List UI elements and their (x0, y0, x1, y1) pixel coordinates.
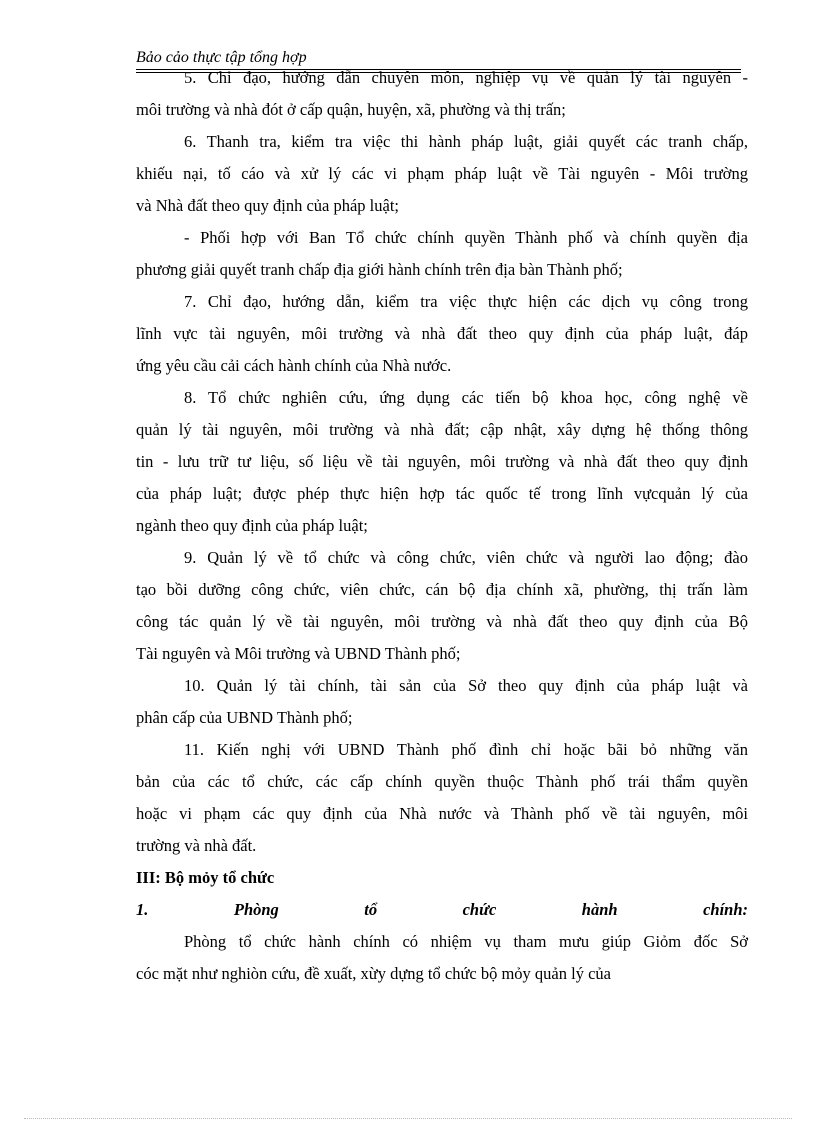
paragraph-line: hoặc vi phạm các quy định của Nhà nước và Thành phố về tài nguyên, môi (136, 804, 748, 823)
paragraph-line: công tác quản lý về tài nguyên, môi trường và nhà đất theo quy định của Bộ (136, 612, 748, 631)
document-body (136, 62, 748, 990)
paragraph-line: 8. Tổ chức nghiên cứu, ứng dụng các tiến bộ khoa học, công nghệ về (184, 388, 748, 407)
paragraph-line: môi trường và nhà đót ở cấp quận, huyện, xã, phường và thị trấn; (136, 100, 566, 119)
paragraph-line: tin - lưu trữ tư liệu, số liệu về tài nguyên, môi trường và nhà đất theo quy định (136, 452, 748, 471)
paragraph-line: 11. Kiến nghị với UBND Thành phố đình chỉ hoặc bãi bỏ những văn (184, 740, 748, 759)
paragraph-line: lĩnh vực tài nguyên, môi trường và nhà đất theo quy định của pháp luật, đáp (136, 324, 748, 343)
paragraph-line: ứng yêu cầu cải cách hành chính của Nhà nước. (136, 356, 452, 375)
page-bottom-divider (24, 1118, 792, 1119)
paragraph-line: 7. Chỉ đạo, hướng dẫn, kiểm tra việc thực hiện các dịch vụ công trong (184, 292, 748, 311)
paragraph-line: Tài nguyên và Môi trường và UBND Thành phố; (136, 644, 461, 663)
paragraph-line: - Phối hợp với Ban Tổ chức chính quyền Thành phố và chính quyền địa (184, 228, 748, 247)
paragraph-line: bản của các tổ chức, các cấp chính quyền thuộc Thành phố trái thẩm quyền (136, 772, 748, 791)
page-header-title: Bảo cảo thực tập tổng hợp (136, 49, 307, 66)
paragraph-line: phương giải quyết tranh chấp địa giới hành chính trên địa bàn Thành phố; (136, 260, 623, 279)
paragraph-line: tạo bồi dưỡng công chức, viên chức, cán bộ địa chính xã, phường, thị trấn làm (136, 580, 748, 599)
paragraph-line: ngành theo quy định của pháp luật; (136, 516, 368, 535)
paragraph-line: trường và nhà đất. (136, 836, 257, 855)
paragraph-line: 5. Chỉ đạo, hướng dẫn chuyên môn, nghiệp vụ về quản lý tài nguyên - (184, 68, 748, 87)
paragraph-line: và Nhà đất theo quy định của pháp luật; (136, 196, 400, 215)
paragraph-line: quản lý tài nguyên, môi trường và nhà đất; cập nhật, xây dựng hệ thống thông (136, 420, 748, 439)
paragraph-line: 10. Quản lý tài chính, tài sản của Sở theo quy định của pháp luật và (184, 676, 748, 695)
paragraph-line: cóc mặt như nghiòn cứu, đề xuất, xừy dựng tổ chức bộ mỏy quản lý của (136, 964, 611, 983)
section-heading: III: Bộ mỏy tổ chức (136, 868, 275, 887)
paragraph-line: khiếu nại, tố cáo và xử lý các vi phạm pháp luật về Tài nguyên - Môi trường (136, 164, 748, 183)
paragraph-line: 9. Quản lý về tổ chức và công chức, viên chức và người lao động; đào (184, 548, 748, 567)
paragraph-line: Phòng tổ chức hành chính có nhiệm vụ tham mưu giúp Giỏm đốc Sở (184, 932, 748, 951)
paragraph-line: 6. Thanh tra, kiểm tra việc thi hành pháp luật, giải quyết các tranh chấp, (184, 132, 748, 151)
subheading: 1. Phòng tổ chức hành chính: (136, 900, 748, 919)
paragraph-line: của pháp luật; được phép thực hiện hợp tác quốc tế trong lĩnh vựcquản lý của (136, 484, 748, 503)
paragraph-line: phân cấp của UBND Thành phố; (136, 708, 353, 727)
